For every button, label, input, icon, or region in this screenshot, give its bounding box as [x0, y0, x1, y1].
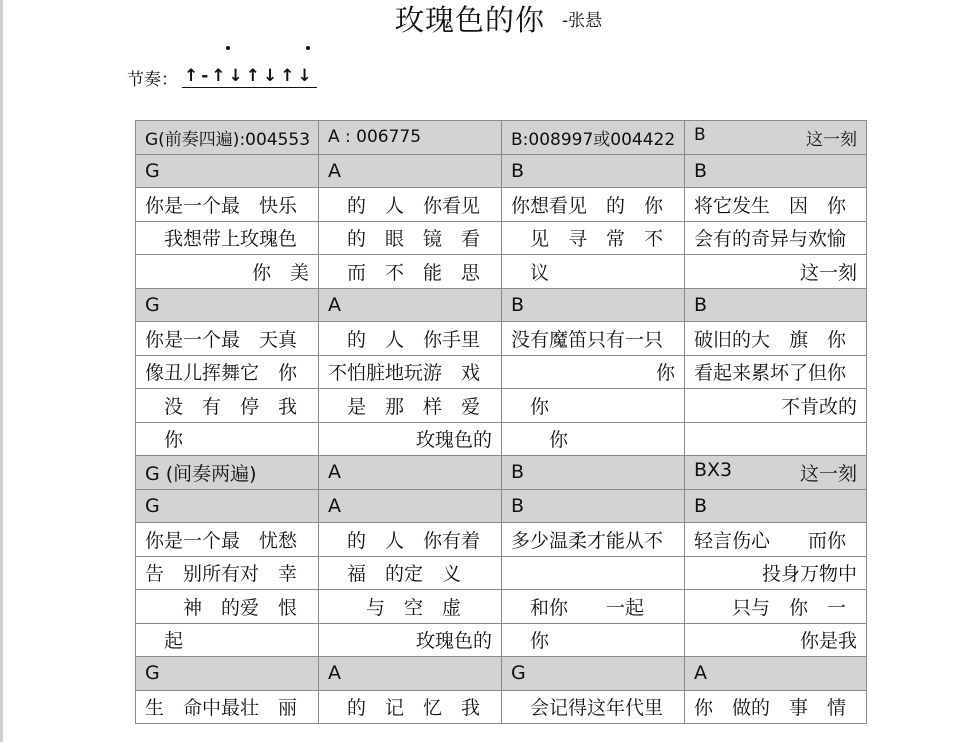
cell-text: 的 眼 镜 看	[328, 228, 481, 251]
cell-text: G	[511, 662, 526, 685]
page-left-edge	[0, 0, 3, 742]
cell-text: 的 记 忆 我	[328, 697, 481, 720]
lyric-cell	[319, 590, 502, 624]
cell-text: 的 人 你手里	[328, 328, 481, 351]
lyric-cell	[685, 422, 867, 456]
cell-text: 而 不 能 思	[328, 261, 481, 284]
lyric-cell	[502, 389, 685, 423]
cell-text: 多少温柔才能从不	[511, 529, 664, 552]
cell-text: A	[328, 662, 341, 685]
lyric-cell	[685, 590, 867, 624]
lyric-cell	[502, 623, 685, 657]
cell-text: 不怕脏地玩游 戏	[328, 362, 481, 385]
cell-text: G	[145, 159, 160, 182]
lyric-cell	[136, 523, 319, 557]
chord-cell	[502, 489, 685, 523]
cell-text: 只与 你 一	[694, 596, 847, 619]
chord-cell	[685, 489, 867, 523]
chord-cell	[502, 288, 685, 322]
lyric-cell	[319, 523, 502, 557]
lyric-cell	[685, 188, 867, 222]
cell-text: B:008997或004422	[511, 129, 676, 150]
chord-row	[136, 657, 867, 691]
cell-text: A	[328, 494, 341, 517]
lyric-cell	[136, 690, 319, 724]
rhythm-accent-dot	[226, 46, 230, 50]
artist-name: -张悬	[562, 11, 603, 31]
lyric-cell	[136, 556, 319, 590]
chord-cell	[136, 489, 319, 523]
lyric-cell	[319, 389, 502, 423]
chord-cell	[319, 121, 502, 155]
cell-text: 你	[511, 429, 569, 452]
lyric-cell	[502, 221, 685, 255]
chord-row	[136, 489, 867, 523]
cell-text: 看起来累坏了但你	[694, 362, 847, 385]
lyric-cell	[319, 188, 502, 222]
cell-text-right: 投身万物中	[761, 563, 857, 586]
cell-text-right: 不肯改的	[780, 395, 857, 418]
cell-text: B	[694, 494, 708, 517]
chord-row	[136, 121, 867, 155]
chord-cell	[319, 456, 502, 490]
lyric-cell	[136, 422, 319, 456]
cell-text: A	[328, 461, 341, 484]
cell-text: 告 别所有对 幸	[145, 563, 298, 586]
lyric-cell	[136, 623, 319, 657]
cell-text: 像丑儿挥舞它 你	[145, 362, 298, 385]
chord-cell	[136, 657, 319, 691]
cell-text: 是 那 样 爱	[328, 395, 481, 418]
chord-lyric-table	[135, 120, 867, 724]
lyric-row	[136, 255, 867, 289]
cell-text: A	[328, 293, 341, 316]
cell-text: B	[694, 124, 706, 145]
chord-cell	[502, 154, 685, 188]
cell-text-right: 这一刻	[799, 462, 857, 485]
cell-text: 的 人 你看见	[328, 194, 481, 217]
cell-text: B	[511, 293, 525, 316]
lyric-cell	[319, 623, 502, 657]
lyric-cell	[502, 590, 685, 624]
cell-text: 你是一个最 快乐	[145, 194, 298, 217]
cell-text: 轻言伤心 而你	[694, 529, 847, 552]
lyric-cell	[502, 422, 685, 456]
cell-text-right: 玫瑰色的	[415, 630, 492, 653]
cell-text: 你想看见 的 你	[511, 194, 664, 217]
cell-text: 你是一个最 天真	[145, 328, 298, 351]
chord-cell	[319, 288, 502, 322]
lyric-row	[136, 389, 867, 423]
lyric-cell	[136, 188, 319, 222]
lyric-cell	[502, 188, 685, 222]
cell-text: 的 人 你有着	[328, 529, 481, 552]
lyric-cell	[685, 556, 867, 590]
lyric-row	[136, 623, 867, 657]
cell-text: 议	[511, 261, 550, 284]
cell-text: B	[694, 293, 708, 316]
cell-text: A	[328, 159, 341, 182]
strum-pattern: ↑-↑↓↑↓↑↓	[184, 66, 315, 86]
cell-text: 我想带上玫瑰色	[145, 228, 298, 251]
chord-cell	[136, 456, 319, 490]
cell-text: G (间奏两遍)	[145, 462, 257, 485]
lyric-cell	[136, 322, 319, 356]
cell-text: 你	[511, 395, 550, 418]
lyric-cell	[685, 389, 867, 423]
chord-cell	[319, 154, 502, 188]
cell-text: 起	[145, 630, 184, 653]
cell-text-right: 玫瑰色的	[415, 429, 492, 452]
cell-text: 和你 一起	[511, 596, 645, 619]
lyric-cell	[685, 322, 867, 356]
chord-row	[136, 288, 867, 322]
rhythm-label: 节奏：	[127, 69, 178, 90]
cell-text: G	[145, 494, 160, 517]
lyric-row	[136, 690, 867, 724]
rhythm-line	[127, 64, 317, 90]
cell-text: B	[694, 159, 708, 182]
lyric-cell	[136, 221, 319, 255]
chord-cell	[136, 288, 319, 322]
lyric-cell	[502, 690, 685, 724]
lyric-cell	[319, 355, 502, 389]
lyric-cell	[685, 221, 867, 255]
cell-text: 会记得这年代里	[511, 697, 664, 720]
song-header	[0, 0, 971, 40]
lyric-row	[136, 322, 867, 356]
cell-text-right: 你	[655, 362, 675, 385]
lyric-cell	[502, 255, 685, 289]
chord-cell	[685, 154, 867, 188]
lyric-row	[136, 355, 867, 389]
lyric-cell	[136, 389, 319, 423]
lyric-cell	[685, 255, 867, 289]
cell-text: G(前奏四遍):004553	[145, 129, 311, 150]
chord-cell	[136, 154, 319, 188]
chord-cell	[319, 657, 502, 691]
lyric-row	[136, 188, 867, 222]
chord-cell	[685, 456, 867, 490]
cell-text: B	[511, 494, 525, 517]
cell-text: 你	[145, 429, 184, 452]
lyric-row	[136, 523, 867, 557]
cell-text: 生 命中最壮 丽	[145, 697, 298, 720]
lyric-cell	[319, 322, 502, 356]
cell-text: 见 寻 常 不	[511, 228, 664, 251]
cell-text: 将它发生 因 你	[694, 194, 847, 217]
lyric-cell	[685, 690, 867, 724]
lyric-cell	[685, 523, 867, 557]
cell-text: 与 空 虚	[328, 596, 462, 619]
cell-text-right: 这一刻	[799, 261, 857, 284]
lyric-cell	[319, 556, 502, 590]
cell-text: A : 006775	[328, 127, 422, 148]
cell-text: G	[145, 662, 160, 685]
cell-text: 会有的奇异与欢愉	[694, 228, 847, 251]
cell-text: 没 有 停 我	[145, 395, 298, 418]
lyric-cell	[319, 221, 502, 255]
lyric-cell	[319, 422, 502, 456]
cell-text: 你是一个最 忧愁	[145, 529, 298, 552]
cell-text-right: 这一刻	[806, 129, 857, 150]
cell-text: 你	[511, 630, 550, 653]
lyric-row	[136, 590, 867, 624]
cell-text: 破旧的大 旗 你	[694, 328, 847, 351]
chord-cell	[502, 657, 685, 691]
chord-cell	[685, 657, 867, 691]
cell-text-right: 你 美	[251, 261, 309, 284]
lyric-cell	[685, 355, 867, 389]
lyric-cell	[136, 355, 319, 389]
chord-cell	[685, 121, 867, 155]
cell-text-right: 你是我	[799, 630, 857, 653]
lyric-cell	[502, 322, 685, 356]
cell-text: G	[145, 293, 160, 316]
lyric-row	[136, 221, 867, 255]
cell-text: 神 的爱 恨	[145, 596, 298, 619]
chord-cell	[502, 456, 685, 490]
chord-row	[136, 456, 867, 490]
chord-cell	[136, 121, 319, 155]
lyric-row	[136, 422, 867, 456]
cell-text: B	[511, 159, 525, 182]
lyric-cell	[502, 523, 685, 557]
cell-text: 你 做的 事 情	[694, 697, 847, 720]
cell-text: 福 的定 义	[328, 563, 462, 586]
chord-row	[136, 154, 867, 188]
lyric-cell	[136, 590, 319, 624]
lyric-cell	[685, 623, 867, 657]
chord-cell	[685, 288, 867, 322]
song-title: 玫瑰色的你	[395, 3, 546, 37]
lyric-cell	[502, 556, 685, 590]
cell-text: 没有魔笛只有一只	[511, 328, 664, 351]
cell-text: BX3	[694, 458, 733, 481]
lyric-cell	[319, 690, 502, 724]
lyric-row	[136, 556, 867, 590]
chord-cell	[502, 121, 685, 155]
lyric-cell	[502, 355, 685, 389]
lyric-cell	[319, 255, 502, 289]
cell-text: B	[511, 461, 525, 484]
chord-cell	[319, 489, 502, 523]
lyric-cell	[136, 255, 319, 289]
cell-text: A	[694, 662, 707, 685]
rhythm-accent-dot	[306, 46, 310, 50]
